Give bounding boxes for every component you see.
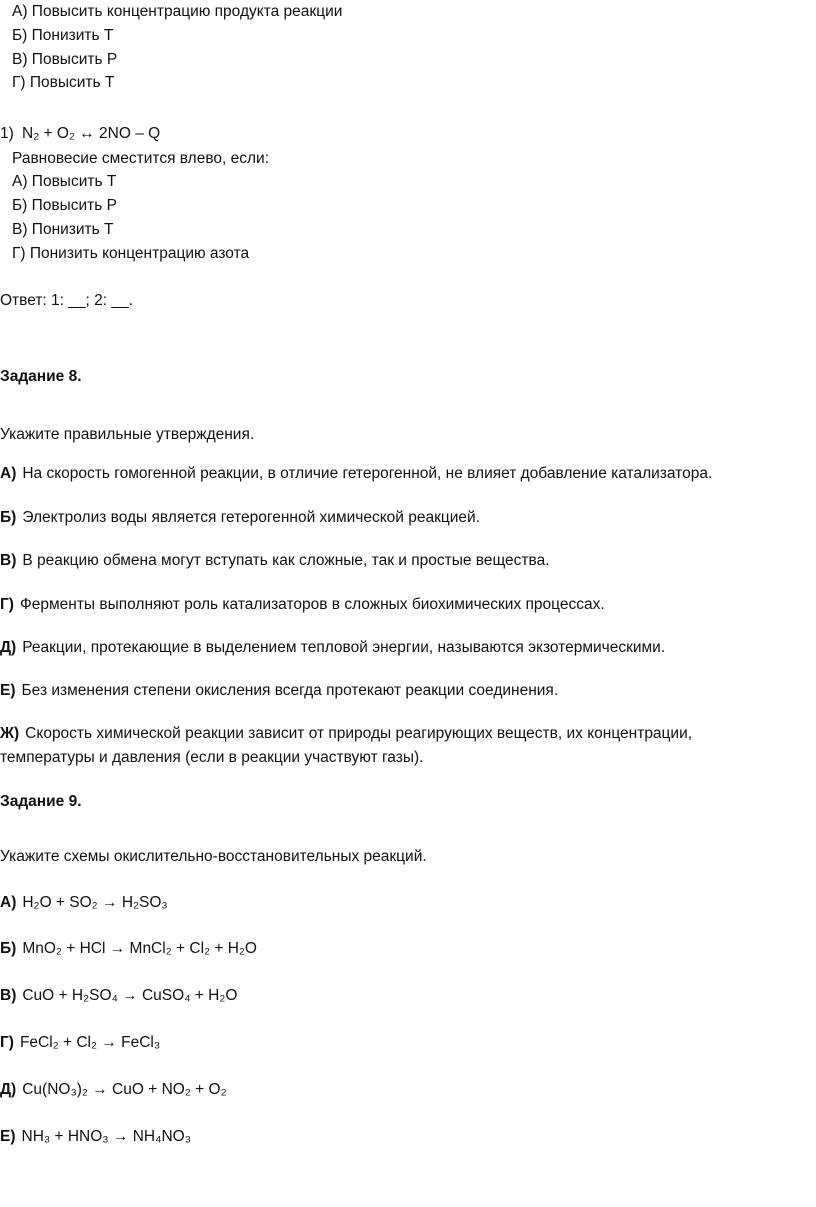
task9-item-d — [0, 1033, 160, 1053]
item-label: Д) — [0, 1081, 17, 1098]
item-text: Реакции, протекающие в выделением тепловой энергии, называются экзотермическими. — [22, 639, 666, 656]
item-label: Е) — [0, 1128, 16, 1145]
task9-item-c — [0, 986, 237, 1006]
reaction-scheme: NH₃ + HNO₃ → NH₄NO₃ — [21, 1128, 192, 1145]
task9-item-e — [0, 1080, 227, 1100]
question-prompt: Равновесие сместится влево, если: — [12, 150, 269, 167]
prev-option-a: А) Повысить концентрацию продукта реакции — [12, 3, 343, 20]
task8-item-a — [0, 464, 712, 484]
reaction-scheme: MnO₂ + HCl → MnCl₂ + Cl₂ + H₂O — [22, 940, 257, 957]
item-label: В) — [0, 987, 17, 1004]
item-text: Без изменения степени окисления всегда протекают реакции соединения. — [21, 682, 559, 699]
item-label: Б) — [0, 509, 17, 526]
task8-item-g — [0, 724, 692, 744]
task8-item-c — [0, 551, 550, 571]
reaction-scheme: FeCl₂ + Cl₂ → FeCl₃ — [19, 1034, 161, 1051]
item-label: Е) — [0, 682, 16, 699]
answer-line: Ответ: 1: __; 2: __. — [0, 292, 133, 309]
item-label: А) — [0, 894, 17, 911]
item-text: На скорость гомогенной реакции, в отличие гетерогенной, не влияет добавление катализатора. — [22, 465, 713, 482]
task8-item-e — [0, 638, 665, 658]
reaction-scheme: CuO + H₂SO₄ → CuSO₄ + H₂O — [22, 987, 238, 1004]
item-label: А) — [0, 465, 17, 482]
item-label: Г) — [0, 596, 14, 613]
task9-item-b — [0, 939, 257, 959]
item-label: Б) — [0, 940, 17, 957]
prev-option-c: В) Повысить Р — [12, 51, 118, 68]
item-text: Скорость химической реакции зависит от природы реагирующих веществ, их концентрации, — [25, 725, 693, 742]
task9-item-a — [0, 893, 168, 913]
item-label: Д) — [0, 639, 17, 656]
reaction-scheme: Cu(NO₃)₂ → CuO + NO₂ + O₂ — [22, 1081, 227, 1098]
task9-item-f — [0, 1127, 191, 1147]
task8-item-f — [0, 681, 558, 701]
task8-item-b — [0, 508, 480, 528]
item-text: В реакцию обмена могут вступать как сложные, так и простые вещества. — [22, 552, 550, 569]
task9-title: Задание 9. — [0, 793, 82, 810]
question-option-a: А) Повысить Т — [12, 173, 117, 190]
task8-instruction: Укажите правильные утверждения. — [0, 426, 255, 443]
item-text: Электролиз воды является гетерогенной химической реакцией. — [22, 509, 481, 526]
question-number: 1) — [0, 125, 14, 142]
reaction-scheme: H₂O + SO₂ → H₂SO₃ — [22, 894, 168, 911]
prev-option-b: Б) Понизить Т — [12, 27, 114, 44]
task8-item-g-continuation: температуры и давления (если в реакции участвуют газы). — [0, 749, 424, 766]
task8-title: Задание 8. — [0, 368, 82, 385]
item-label: В) — [0, 552, 17, 569]
task9-instruction: Укажите схемы окислительно-восстановительных реакций. — [0, 848, 427, 865]
task8-item-d — [0, 595, 605, 615]
question-equation: N₂ + O₂ ↔ 2NO – Q — [22, 125, 161, 142]
item-label: Ж) — [0, 725, 20, 742]
question-option-b: Б) Повысить Р — [12, 197, 118, 214]
item-text: Ферменты выполняют роль катализаторов в сложных биохимических процессах. — [19, 596, 605, 613]
prev-option-d: Г) Повысить Т — [12, 74, 115, 91]
question-option-d: Г) Понизить концентрацию азота — [12, 245, 250, 262]
question-option-c: В) Понизить Т — [12, 221, 114, 238]
item-label: Г) — [0, 1034, 14, 1051]
